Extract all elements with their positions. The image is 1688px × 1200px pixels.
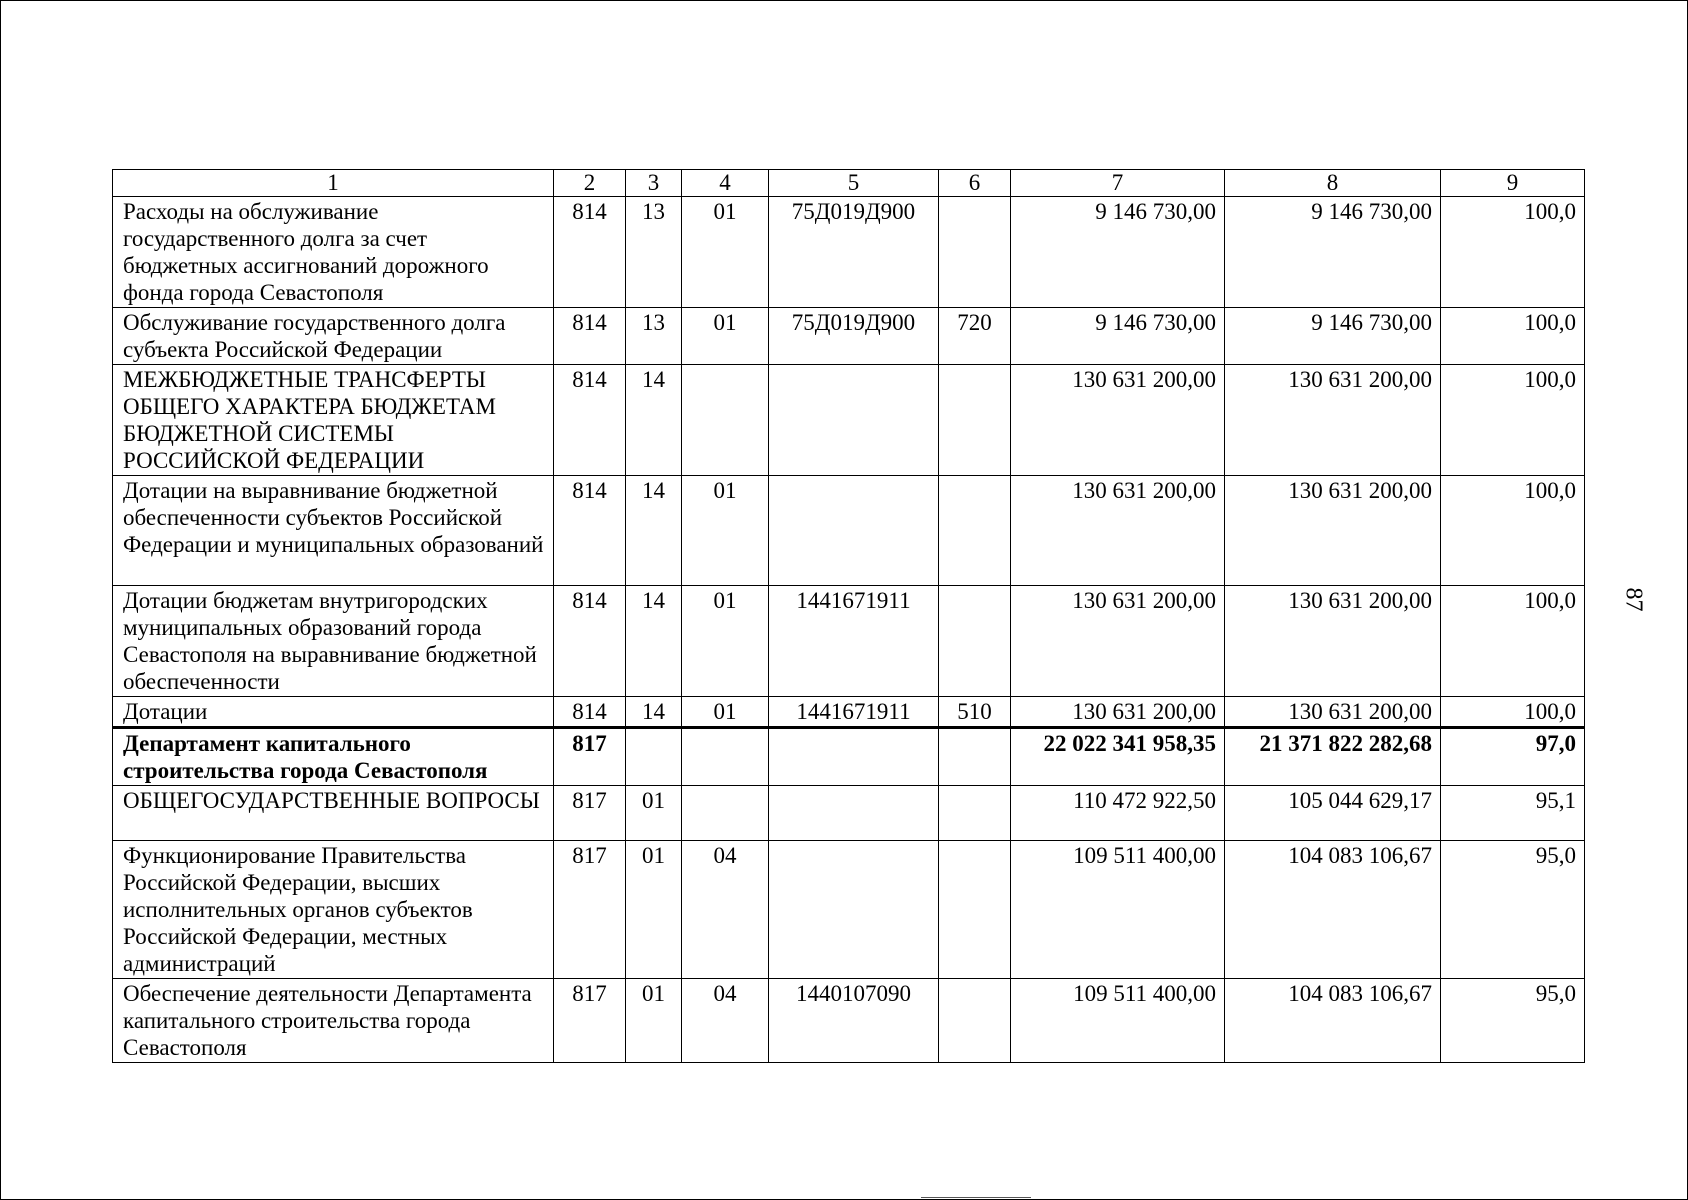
row-subsection-code: 01 [682,197,769,308]
row-actual-amount: 104 083 106,67 [1225,979,1441,1063]
row-name: Дотации бюджетам внутригородских муниципальных образований города Севастополя на выравнивание бюджетной обеспеченности [113,586,554,697]
row-target-code [769,786,939,841]
row-subsection-code [682,728,769,786]
row-percent: 100,0 [1441,476,1585,586]
table-body [113,197,1585,1063]
row-percent: 100,0 [1441,308,1585,365]
row-ministry-code: 817 [554,786,626,841]
row-expense-type [939,586,1011,697]
row-expense-type [939,786,1011,841]
row-expense-type [939,979,1011,1063]
row-ministry-code: 817 [554,728,626,786]
row-section-code: 01 [626,979,682,1063]
table-row [113,697,1585,728]
row-expense-type [939,476,1011,586]
row-planned-amount: 130 631 200,00 [1011,365,1225,476]
header-col-7: 7 [1011,170,1225,197]
row-planned-amount: 130 631 200,00 [1011,697,1225,728]
row-section-code: 14 [626,697,682,728]
row-name: Дотации [113,697,554,728]
row-planned-amount: 109 511 400,00 [1011,841,1225,979]
row-name: Расходы на обслуживание государственного долга за счет бюджетных ассигнований дорожного фонда города Севастополя [113,197,554,308]
row-target-code [769,841,939,979]
row-actual-amount: 105 044 629,17 [1225,786,1441,841]
row-subsection-code: 01 [682,697,769,728]
table-row [113,586,1585,697]
header-col-3: 3 [626,170,682,197]
row-ministry-code: 814 [554,365,626,476]
column-number-row [113,170,1585,197]
row-actual-amount: 130 631 200,00 [1225,476,1441,586]
row-percent: 95,1 [1441,786,1585,841]
budget-table [112,169,1585,1063]
row-subsection-code: 04 [682,979,769,1063]
row-planned-amount: 109 511 400,00 [1011,979,1225,1063]
row-section-code: 14 [626,476,682,586]
row-expense-type [939,197,1011,308]
row-name: Функционирование Правительства Российской Федерации, высших исполнительных органов субъектов Российской Федерации, местных администраций [113,841,554,979]
header-col-9: 9 [1441,170,1585,197]
row-target-code [769,728,939,786]
row-planned-amount: 22 022 341 958,35 [1011,728,1225,786]
row-subsection-code: 01 [682,308,769,365]
row-percent: 100,0 [1441,197,1585,308]
row-expense-type [939,365,1011,476]
row-ministry-code: 814 [554,697,626,728]
row-subsection-code: 01 [682,586,769,697]
row-planned-amount: 130 631 200,00 [1011,476,1225,586]
table-row-department-total [113,728,1585,786]
row-actual-amount: 21 371 822 282,68 [1225,728,1441,786]
page-number: 87 [1620,587,1647,612]
row-name: Обеспечение деятельности Департамента капитального строительства города Севастополя [113,979,554,1063]
row-target-code [769,476,939,586]
table-row [113,841,1585,979]
row-target-code: 75Д019Д900 [769,197,939,308]
row-name: МЕЖБЮДЖЕТНЫЕ ТРАНСФЕРТЫ ОБЩЕГО ХАРАКТЕРА БЮДЖЕТАМ БЮДЖЕТНОЙ СИСТЕМЫ РОССИЙСКОЙ ФЕДЕРАЦИИ [113,365,554,476]
row-percent: 95,0 [1441,841,1585,979]
row-target-code [769,365,939,476]
row-expense-type: 720 [939,308,1011,365]
row-section-code: 13 [626,308,682,365]
row-section-code: 13 [626,197,682,308]
row-name: Департамент капитального строительства города Севастополя [113,728,554,786]
row-target-code: 1441671911 [769,586,939,697]
row-expense-type [939,841,1011,979]
row-percent: 100,0 [1441,697,1585,728]
row-subsection-code: 04 [682,841,769,979]
row-actual-amount: 130 631 200,00 [1225,586,1441,697]
row-actual-amount: 9 146 730,00 [1225,308,1441,365]
row-target-code: 1441671911 [769,697,939,728]
row-section-code [626,728,682,786]
row-planned-amount: 130 631 200,00 [1011,586,1225,697]
row-name: Обслуживание государственного долга субъекта Российской Федерации [113,308,554,365]
row-ministry-code: 817 [554,841,626,979]
row-ministry-code: 814 [554,308,626,365]
row-actual-amount: 130 631 200,00 [1225,365,1441,476]
row-expense-type: 510 [939,697,1011,728]
row-actual-amount: 9 146 730,00 [1225,197,1441,308]
row-percent: 100,0 [1441,365,1585,476]
row-target-code: 75Д019Д900 [769,308,939,365]
row-percent: 97,0 [1441,728,1585,786]
header-col-8: 8 [1225,170,1441,197]
row-name: ОБЩЕГОСУДАРСТВЕННЫЕ ВОПРОСЫ [113,786,554,841]
row-planned-amount: 9 146 730,00 [1011,197,1225,308]
header-col-4: 4 [682,170,769,197]
row-subsection-code [682,365,769,476]
header-col-5: 5 [769,170,939,197]
table-row [113,308,1585,365]
row-percent: 100,0 [1441,586,1585,697]
table-row [113,979,1585,1063]
row-ministry-code: 814 [554,197,626,308]
table-row [113,197,1585,308]
row-actual-amount: 130 631 200,00 [1225,697,1441,728]
table-row [113,365,1585,476]
header-col-1: 1 [113,170,554,197]
scan-artifact-line [921,1197,1031,1198]
row-name: Дотации на выравнивание бюджетной обеспеченности субъектов Российской Федерации и муниципальных образований [113,476,554,586]
row-section-code: 01 [626,786,682,841]
row-subsection-code [682,786,769,841]
row-section-code: 14 [626,365,682,476]
header-col-6: 6 [939,170,1011,197]
row-section-code: 14 [626,586,682,697]
row-actual-amount: 104 083 106,67 [1225,841,1441,979]
row-planned-amount: 9 146 730,00 [1011,308,1225,365]
row-expense-type [939,728,1011,786]
table-row [113,476,1585,586]
row-section-code: 01 [626,841,682,979]
header-col-2: 2 [554,170,626,197]
row-planned-amount: 110 472 922,50 [1011,786,1225,841]
table-row [113,786,1585,841]
row-ministry-code: 814 [554,476,626,586]
row-ministry-code: 817 [554,979,626,1063]
row-subsection-code: 01 [682,476,769,586]
row-percent: 95,0 [1441,979,1585,1063]
row-ministry-code: 814 [554,586,626,697]
row-target-code: 1440107090 [769,979,939,1063]
